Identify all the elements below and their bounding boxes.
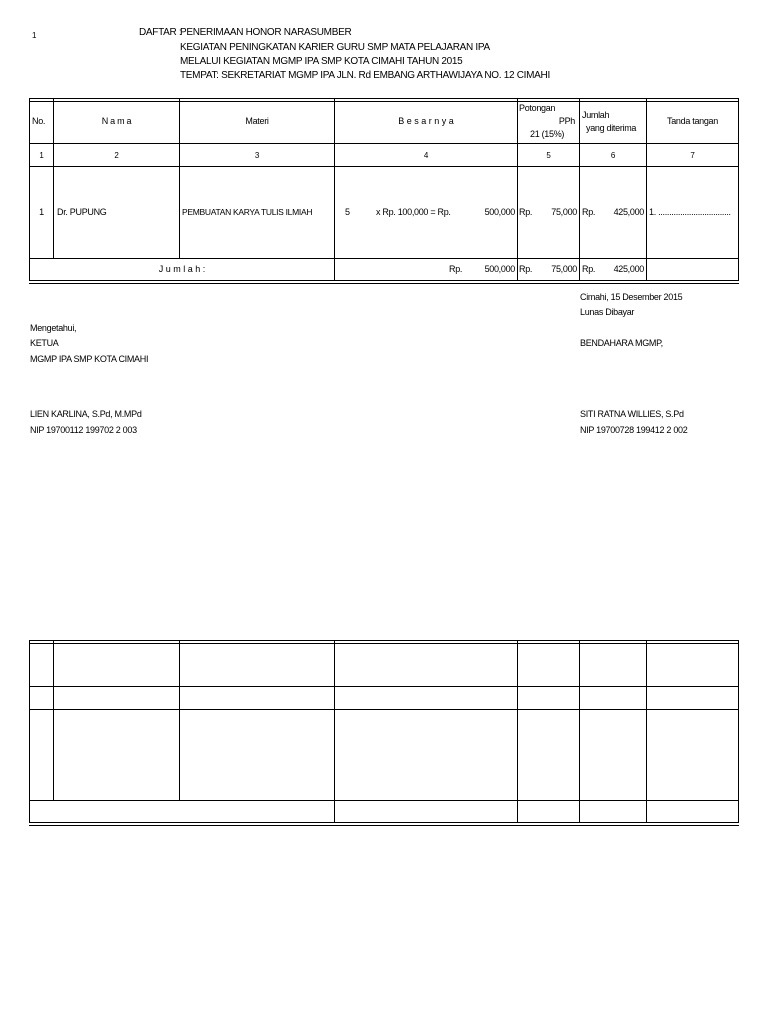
column-divider: [517, 640, 518, 823]
table-border-bottom: [29, 822, 739, 823]
header-line-1: PENERIMAAN HONOR NARASUMBER: [180, 27, 352, 38]
total-label: J u m l a h :: [158, 264, 206, 274]
paid-note: Lunas Dibayar: [580, 307, 635, 317]
header-label: DAFTAR :: [139, 27, 182, 38]
acknowledged-label: Mengetahui,: [30, 323, 77, 333]
header-potongan-line1: Potongan: [519, 103, 556, 113]
header-line-3: MELALUI KEGIATAN MGMP IPA SMP KOTA CIMAHI TAHUN 2015: [180, 56, 463, 67]
header-no: No.: [32, 116, 46, 126]
table-rule: [29, 709, 739, 710]
header-tanda-tangan: Tanda tangan: [667, 116, 718, 126]
row-rate: x Rp. 100,000 = Rp.: [376, 207, 451, 217]
row-potongan: 75,000: [551, 207, 577, 217]
index-cell: 1: [39, 151, 44, 160]
treasurer-title: BENDAHARA MGMP,: [580, 338, 663, 348]
page-number: 1: [32, 31, 37, 40]
chair-nip: NIP 19700112 199702 2 003: [30, 425, 137, 435]
table-border-left: [29, 640, 30, 823]
row-materi: PEMBUATAN KARYA TULIS ILMIAH: [182, 207, 313, 217]
total-jml-currency: Rp.: [582, 264, 596, 274]
table-border-left: [29, 98, 30, 281]
table-border-top-inner: [29, 643, 739, 644]
header-besarnya: B e s a r n y a: [398, 116, 454, 126]
column-divider: [579, 98, 580, 281]
column-divider: [517, 98, 518, 281]
row-pot-currency: Rp.: [519, 207, 533, 217]
index-cell: 4: [423, 151, 429, 160]
table-border-right: [738, 98, 739, 281]
table-rule: [29, 686, 739, 687]
row-no: 1: [39, 207, 44, 217]
header-nama: N a m a: [101, 116, 132, 126]
index-cell: 3: [254, 151, 260, 160]
table-rule: [29, 143, 739, 144]
index-cell: 7: [690, 151, 695, 160]
column-divider: [646, 640, 647, 823]
header-jumlah-line2: yang diterima: [586, 123, 637, 133]
column-divider: [334, 640, 335, 823]
treasurer-nip: NIP 19700728 199412 2 002: [580, 425, 688, 435]
total-jumlah: 425,000: [613, 264, 644, 274]
table-border-top: [29, 640, 739, 641]
header-materi: Materi: [245, 116, 269, 126]
table-rule: [29, 258, 739, 259]
table-border-bottom: [29, 280, 739, 281]
index-cell: 6: [610, 151, 616, 160]
row-jml-currency: Rp.: [582, 207, 596, 217]
index-cell: 2: [114, 151, 119, 160]
column-divider: [579, 640, 580, 823]
index-cell: 5: [546, 151, 551, 160]
row-jumlah: 425,000: [613, 207, 644, 217]
treasurer-name: SITI RATNA WILLIES, S.Pd: [580, 409, 684, 419]
table-border-right: [738, 640, 739, 823]
table-rule: [29, 166, 739, 167]
header-line-2: KEGIATAN PENINGKATAN KARIER GURU SMP MATA PELAJARAN IPA: [180, 42, 490, 53]
table-rule: [29, 800, 739, 801]
column-divider: [179, 640, 180, 800]
column-divider: [53, 640, 54, 800]
row-qty: 5: [345, 207, 350, 217]
organization: MGMP IPA SMP KOTA CIMAHI: [30, 354, 149, 364]
chair-title: KETUA: [30, 338, 59, 348]
header-line-4: TEMPAT: SEKRETARIAT MGMP IPA JLN. Rd EMBANG ARTHAWIJAYA NO. 12 CIMAHI: [180, 70, 550, 81]
total-potongan: 75,000: [551, 264, 577, 274]
table-border-bottom-inner: [29, 825, 739, 826]
row-signature: 1. .................................: [649, 207, 731, 217]
place-date: Cimahi, 15 Desember 2015: [580, 292, 683, 302]
header-potongan-line3: 21 (15%): [530, 129, 565, 139]
row-besarnya: 500,000: [484, 207, 515, 217]
table-border-top: [29, 98, 739, 99]
header-jumlah-line1: Jumlah: [582, 110, 610, 120]
total-besarnya: 500,000: [484, 264, 515, 274]
table-border-top-inner: [29, 101, 739, 102]
header-potongan-line2: PPh: [558, 116, 575, 126]
table-border-bottom-inner: [29, 283, 739, 284]
total-besar-currency: Rp.: [449, 264, 463, 274]
row-nama: Dr. PUPUNG: [57, 207, 107, 217]
total-pot-currency: Rp.: [519, 264, 533, 274]
chair-name: LIEN KARLINA, S.Pd, M.MPd: [30, 409, 142, 419]
